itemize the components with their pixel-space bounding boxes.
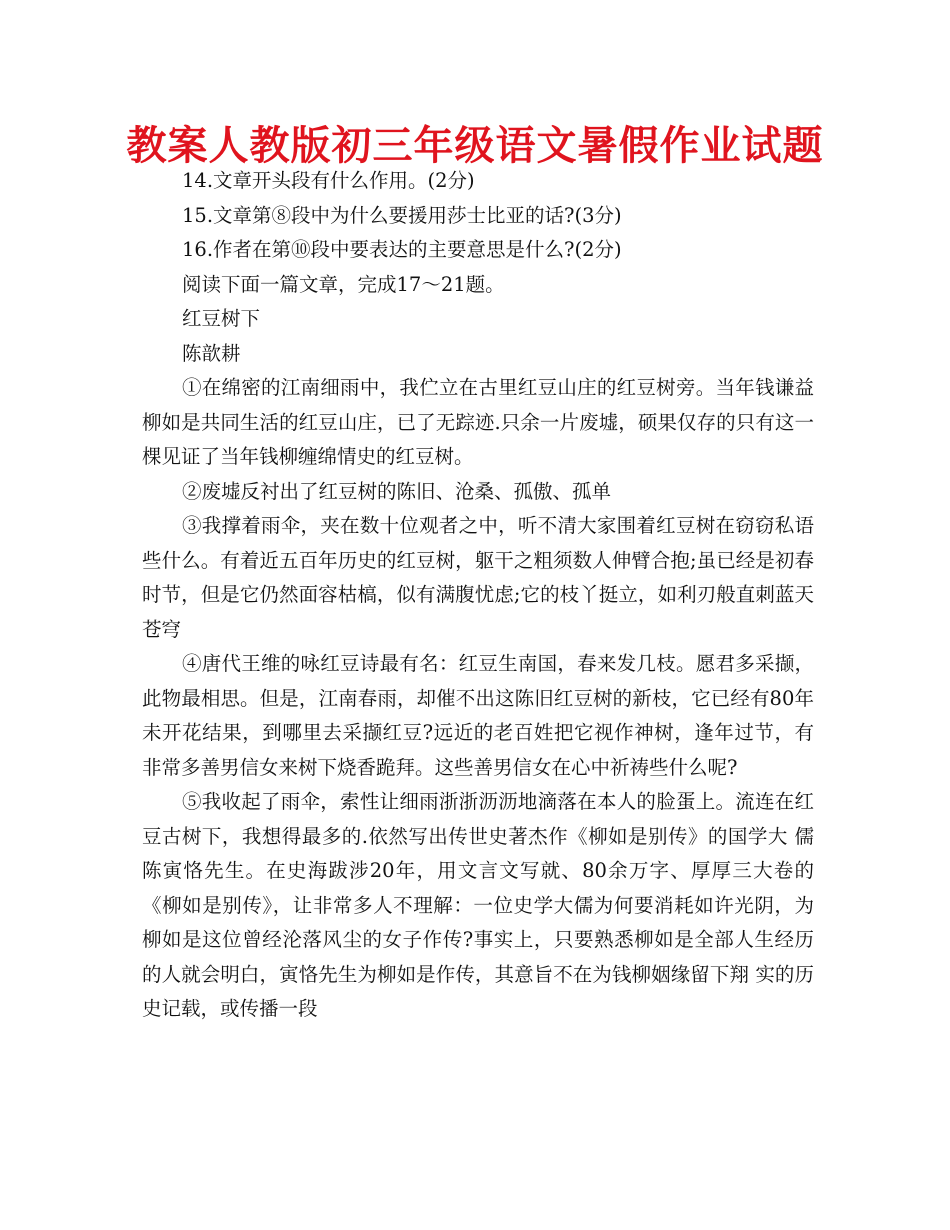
article-author: 陈歆耕 [182, 341, 241, 365]
document-title: 教案人教版初三年级语文暑假作业试题 [126, 123, 824, 169]
article-paragraph-3: ③我撑着雨伞，夹在数十位观者之中，听不清大家围着红豆树在窃窃私语些什么。有着近五百年历史的红豆树，躯干之粗须数人伸臂合抱;虽已经是初春时节，但是它仍然面容枯槁，似有满腹忧虑;它的枝丫挺立，如利刃般直刺蓝天苍穹 [142, 514, 814, 641]
reading-instruction: 阅读下面一篇文章，完成17～21题。 [182, 272, 505, 296]
article-paragraph-4: ④唐代王维的咏红豆诗最有名：红豆生南国，春来发几枝。愿君多采撷，此物最相思。但是，江南春雨，却催不出这陈旧红豆树的新枝，它已经有80年未开花结果，到哪里去采撷红豆?远近的老百姓把它视作神树，逢年过节，有非常多善男信女来树下烧香跪拜。这些善男信女在心中祈祷些什么呢? [142, 652, 814, 779]
document-body [142, 164, 814, 1027]
article-paragraph-1: ①在绵密的江南细雨中，我伫立在古里红豆山庄的红豆树旁。当年钱谦益柳如是共同生活的红豆山庄，已了无踪迹.只余一片废墟，硕果仅存的只有这一棵见证了当年钱柳缠绵情史的红豆树。 [142, 376, 814, 468]
article-title: 红豆树下 [182, 307, 261, 330]
question-15: 15.文章第⑧段中为什么要援用莎士比亚的话?(3分) [182, 203, 622, 227]
article-paragraph-5: ⑤我收起了雨伞，索性让细雨浙浙沥沥地滴落在本人的脸蛋上。流连在红豆古树下，我想得最多的.依然写出传世史著杰作《柳如是别传》的国学大 儒陈寅恪先生。在史海跋涉20年，用文言文写就、80余万字、厚厚三大卷的《柳如是别传》，让非常多人不理解：一位史学大儒为何要消耗如许光阴，为柳如是这位曾经沦落风尘的女子作传?事实上，只要熟悉柳如是全部人生经历的人就会明白，寅恪先生为柳如是作传，其意旨不在为钱柳姻缘留下翔 实的历史记载，或传播一段 [142, 790, 814, 1020]
question-14: 14.文章开头段有什么作用。(2分) [182, 169, 475, 192]
article-paragraph-2: ②废墟反衬出了红豆树的陈旧、沧桑、孤傲、孤单 [182, 479, 612, 503]
question-16: 16.作者在第⑩段中要表达的主要意思是什么?(2分) [182, 238, 622, 261]
